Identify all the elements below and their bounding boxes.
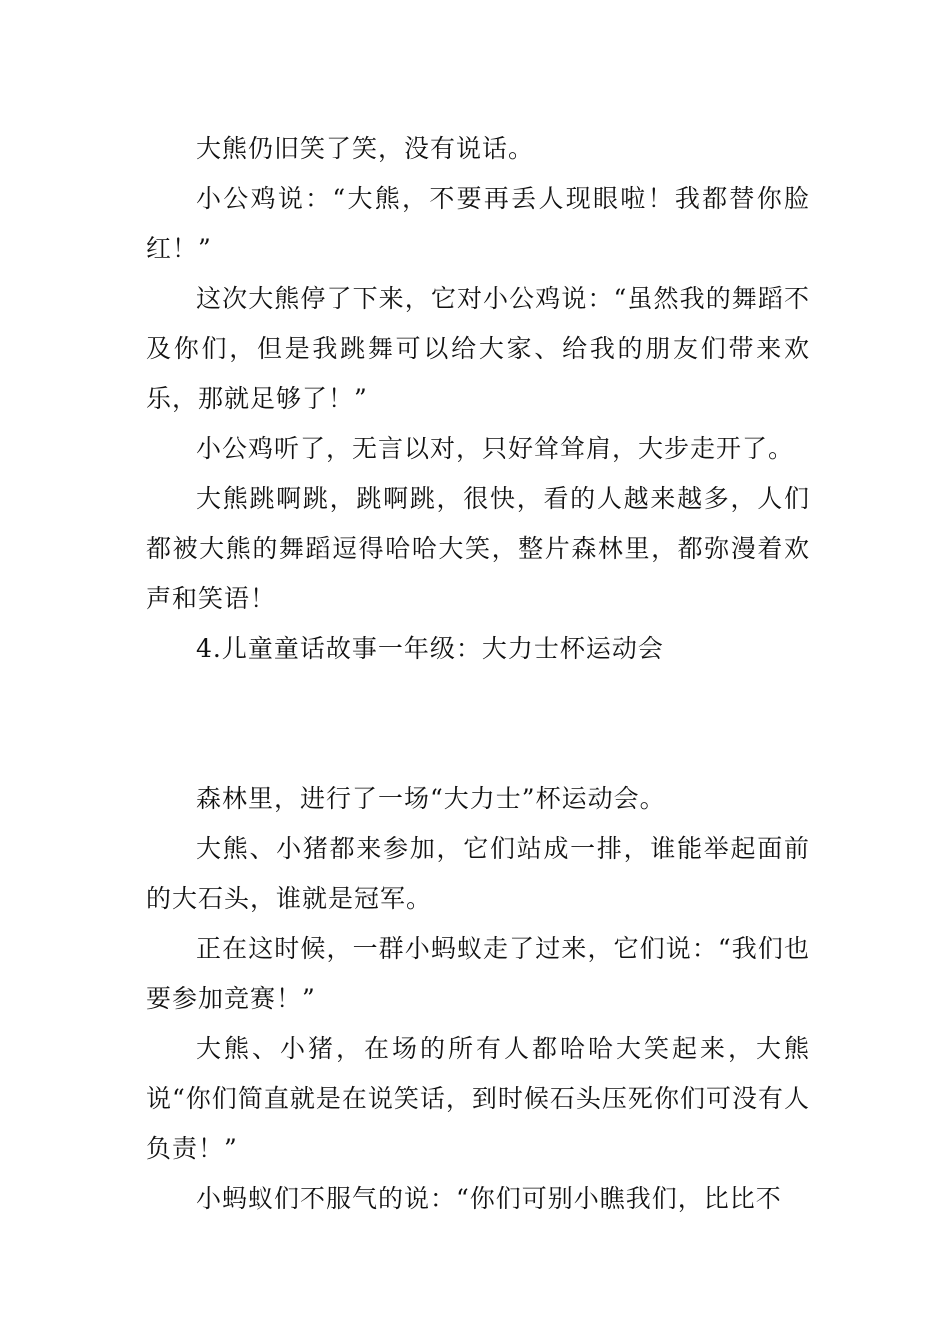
document-body (146, 124, 810, 1224)
paragraph: 大熊仍旧笑了笑，没有说话。 (196, 134, 535, 163)
paragraph: 小公鸡说：“大熊，不要再丢人现眼啦！我都替你脸红！” (146, 184, 810, 263)
paragraph: 大熊、小猪都来参加，它们站成一排，谁能举起面前的大石头，谁就是冠军。 (146, 834, 810, 913)
paragraph: 小公鸡听了，无言以对，只好耸耸肩，大步走开了。 (196, 434, 795, 463)
paragraph: 大熊、小猪，在场的所有人都哈哈大笑起来，大熊说“你们简直就是在说笑话，到时候石头压死你们可没有人负责！” (146, 1034, 810, 1163)
paragraph: 小蚂蚁们不服气的说：“你们可别小瞧我们，比比不 (196, 1184, 782, 1213)
paragraph: 这次大熊停了下来，它对小公鸡说：“虽然我的舞蹈不及你们，但是我跳舞可以给大家、给我的朋友们带来欢乐，那就足够了！” (146, 284, 810, 413)
section-gap (146, 674, 810, 774)
paragraph: 大熊跳啊跳，跳啊跳，很快，看的人越来越多，人们都被大熊的舞蹈逗得哈哈大笑，整片森林里，都弥漫着欢声和笑语！ (146, 484, 810, 613)
section-heading: 4.儿童童话故事一年级：大力士杯运动会 (196, 634, 664, 663)
paragraph: 正在这时候，一群小蚂蚁走了过来，它们说：“我们也要参加竞赛！” (146, 934, 810, 1013)
paragraph: 森林里，进行了一场“大力士”杯运动会。 (196, 784, 666, 813)
